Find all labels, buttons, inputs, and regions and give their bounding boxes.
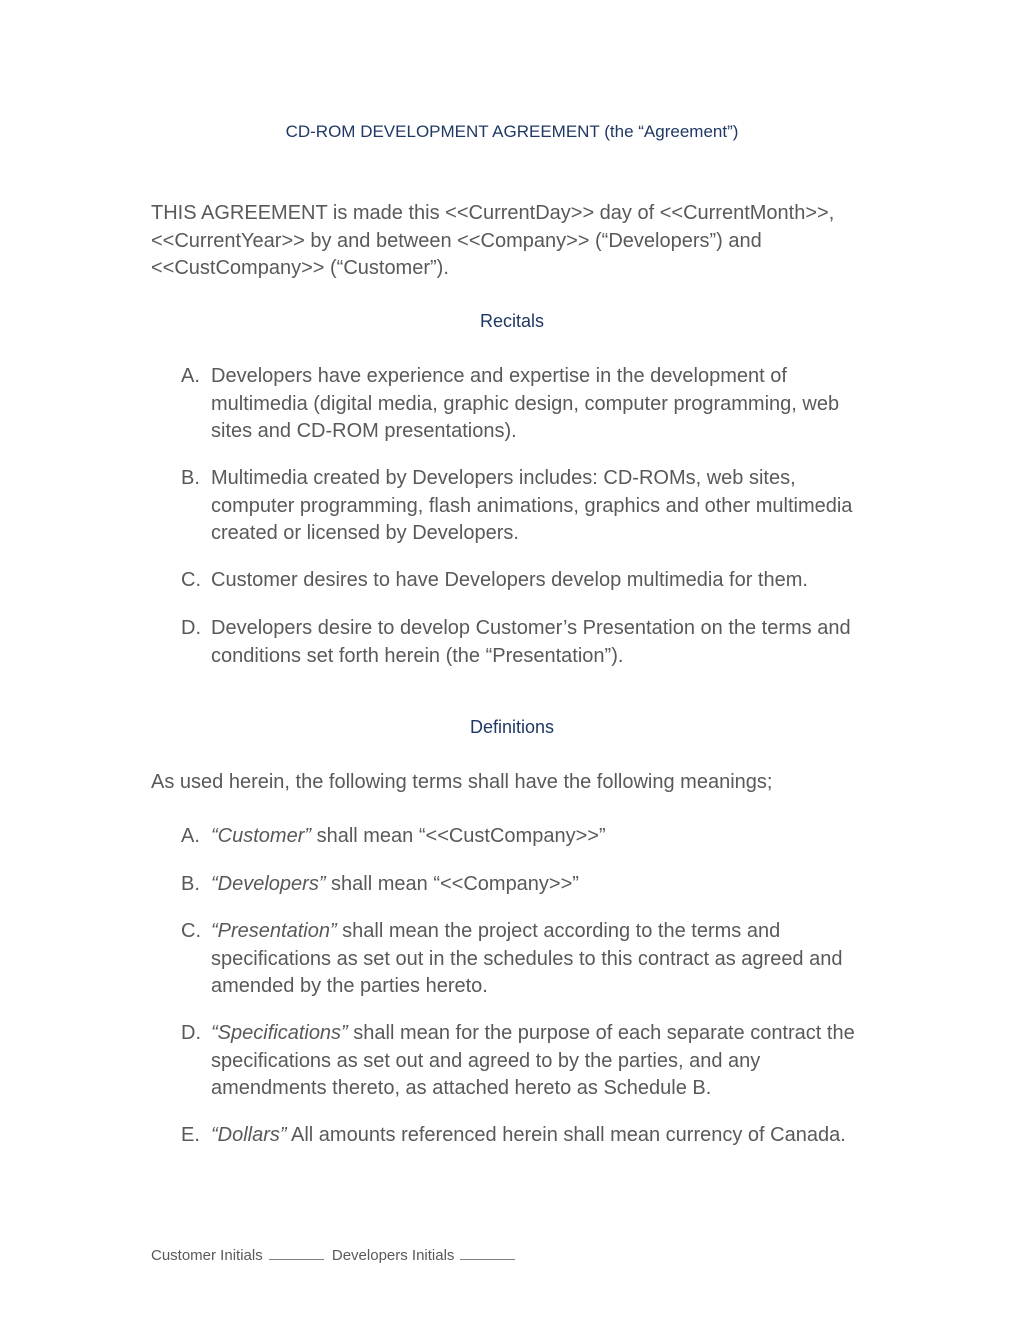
recital-letter: A. bbox=[181, 365, 200, 387]
definition-body: shall mean the project according to the terms and specifications as set out in the schedules to this contract as agreed and amended by the parties hereto. bbox=[211, 920, 843, 997]
definition-item bbox=[181, 1122, 861, 1150]
definition-letter: C. bbox=[181, 920, 201, 942]
recital-text: Developers desire to develop Customer’s Presentation on the terms and conditions set forth herein (the “Presentation”). bbox=[211, 617, 851, 667]
definition-body: All amounts referenced herein shall mean currency of Canada. bbox=[286, 1124, 846, 1146]
definition-item bbox=[181, 871, 861, 899]
definition-item bbox=[181, 823, 861, 851]
recital-item bbox=[181, 363, 861, 446]
definition-item bbox=[181, 1020, 861, 1103]
recital-text: Customer desires to have Developers develop multimedia for them. bbox=[211, 569, 808, 591]
definition-body: shall mean “<<CustCompany>>” bbox=[311, 825, 606, 847]
developers-initials-label: Developers Initials bbox=[331, 1247, 455, 1264]
definition-text bbox=[211, 1122, 861, 1150]
definitions-heading: Definitions bbox=[469, 717, 555, 737]
recitals-heading: Recitals bbox=[479, 311, 545, 331]
definitions-lead: As used herein, the following terms shall have the following meanings; bbox=[151, 771, 773, 793]
recital-letter: C. bbox=[181, 569, 201, 591]
definition-term: “Customer” bbox=[211, 825, 312, 847]
definition-term: “Developers” bbox=[211, 873, 326, 895]
customer-initials-line[interactable] bbox=[269, 1245, 324, 1260]
definition-term: “Presentation” bbox=[211, 920, 337, 942]
definition-item bbox=[181, 918, 861, 1001]
definition-text bbox=[211, 1020, 861, 1103]
definition-text bbox=[211, 871, 861, 899]
developers-initials-line[interactable] bbox=[460, 1245, 515, 1260]
definition-body: shall mean for the purpose of each separate contract the specifications as set out and agreed to by the parties, and any amendments thereto, as attached hereto as Schedule B. bbox=[211, 1022, 855, 1099]
recital-letter: D. bbox=[181, 617, 201, 639]
document-title: CD-ROM DEVELOPMENT AGREEMENT (the “Agreement”) bbox=[285, 122, 739, 141]
recital-item bbox=[181, 615, 861, 670]
definition-term: “Specifications” bbox=[211, 1022, 348, 1044]
initials-footer bbox=[151, 1245, 519, 1264]
definition-term: “Dollars” bbox=[211, 1124, 287, 1146]
definition-letter: E. bbox=[181, 1124, 200, 1146]
definition-text bbox=[211, 918, 861, 1001]
definition-text bbox=[211, 823, 861, 851]
definition-letter: D. bbox=[181, 1022, 201, 1044]
definition-body: shall mean “<<Company>>” bbox=[325, 873, 579, 895]
recital-text: Multimedia created by Developers includes: CD-ROMs, web sites, computer programming, flash animations, graphics and other multimedia created or licensed by Developers. bbox=[211, 467, 853, 544]
recital-letter: B. bbox=[181, 467, 200, 489]
definition-letter: A. bbox=[181, 825, 200, 847]
customer-initials-label: Customer Initials bbox=[151, 1247, 263, 1264]
recital-item bbox=[181, 567, 861, 595]
recital-item bbox=[181, 465, 861, 548]
recital-text: Developers have experience and expertise in the development of multimedia (digital media, graphic design, computer programming, web sites and CD-ROM presentations). bbox=[211, 365, 840, 442]
intro-paragraph: THIS AGREEMENT is made this <<CurrentDay>> day of <<CurrentMonth>>, <<CurrentYear>> by and between <<Company>> (“Developers”) and <<CustCompany>> (“Customer”). bbox=[151, 202, 835, 279]
definition-letter: B. bbox=[181, 873, 200, 895]
